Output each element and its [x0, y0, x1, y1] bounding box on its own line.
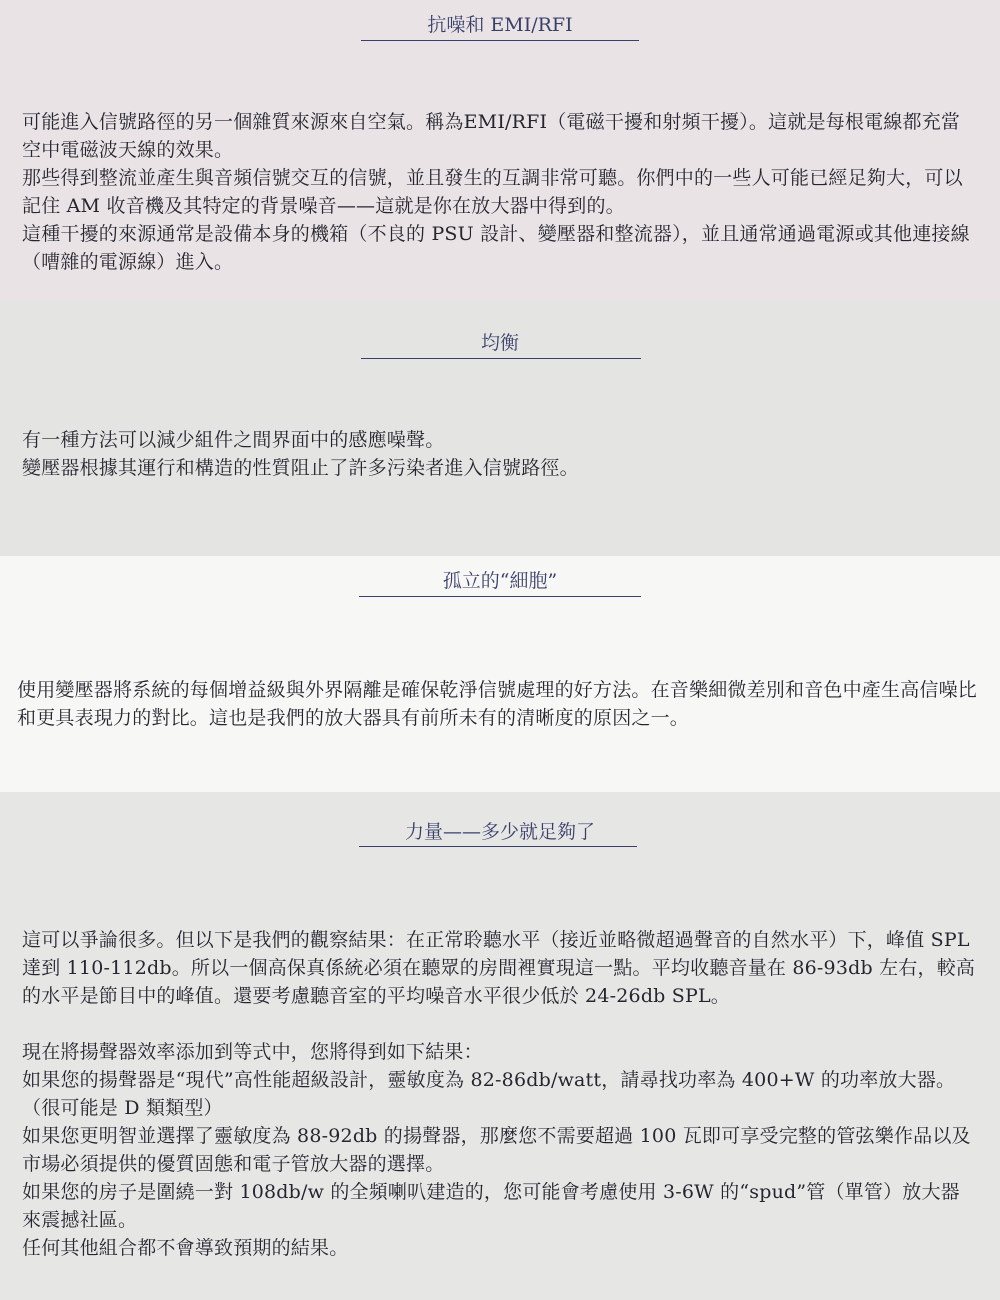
- heading-underline: [359, 596, 641, 597]
- paragraph: 有一種方法可以減少組件之間界面中的感應噪聲。: [22, 429, 445, 451]
- section-body: [22, 426, 978, 482]
- paragraph: 這種干擾的來源通常是設備本身的機箱（不良的 PSU 設計、變壓器和整流器），並且通常通過電源或其他連接線（嘈雜的電源線）進入。: [22, 223, 970, 273]
- paragraph: 使用變壓器將系統的每個增益級與外界隔離是確保乾淨信號處理的好方法。在音樂細微差別和音色中產生高信噪比和更具表現力的對比。這也是我們的放大器具有前所未有的清晰度的原因之一。: [17, 679, 978, 729]
- heading-underline: [361, 40, 639, 41]
- paragraph: 那些得到整流並產生與音頻信號交互的信號，並且發生的互調非常可聽。你們中的一些人可能已經足夠大，可以記住 AM 收音機及其特定的背景噪音——這就是你在放大器中得到的。: [22, 167, 963, 217]
- heading-underline: [359, 846, 637, 847]
- section-emi-rfi: [0, 0, 1000, 300]
- section-balance: [0, 300, 1000, 556]
- paragraph: 可能進入信號路徑的另一個雜質來源來自空氣。稱為EMI/RFI（電磁干擾和射頻干擾）。這就是每根電線都充當空中電磁波天線的效果。: [22, 111, 961, 161]
- paragraph: 任何其他組合都不會導致預期的結果。: [22, 1237, 349, 1259]
- paragraph: 這可以爭論很多。但以下是我們的觀察結果：在正常聆聽水平（接近並略微超過聲音的自然水平）下，峰值 SPL 達到 110-112db。所以一個高保真係統必須在聽眾的房間裡實現這一點。平均收聽音量在 86-93db 左右，較高的水平是節目中的峰值。還要考慮聽音室的平均噪音水平很少低於 24-26db SPL。: [22, 929, 976, 1007]
- paragraph: 如果您的揚聲器是“現代”高性能超級設計，靈敏度為 82-86db/watt，請尋找功率為 400+W 的功率放大器。（很可能是 D 類類型）: [22, 1069, 956, 1119]
- paragraph: 如果您更明智並選擇了靈敏度為 88-92db 的揚聲器，那麼您不需要超過 100 瓦即可享受完整的管弦樂作品以及市場必須提供的優質固態和電子管放大器的選擇。: [22, 1125, 971, 1175]
- paragraph: 變壓器根據其運行和構造的性質阻止了許多污染者進入信號路徑。: [22, 457, 579, 479]
- section-heading: 抗噪和 EMI/RFI: [427, 14, 573, 36]
- section-body: [17, 676, 983, 732]
- heading-underline: [361, 358, 641, 359]
- section-power: [0, 792, 1000, 1300]
- section-body: [22, 108, 978, 276]
- paragraph: 如果您的房子是圍繞一對 108db/w 的全頻喇叭建造的，您可能會考慮使用 3-6W 的“spud”管（單管）放大器來震撼社區。: [22, 1181, 960, 1231]
- section-heading: 孤立的“細胞”: [442, 570, 558, 592]
- section-heading: 均衡: [480, 332, 519, 354]
- section-body: [22, 926, 978, 1262]
- section-isolated-cells: [0, 556, 1000, 792]
- section-heading: 力量——多少就足夠了: [404, 821, 595, 843]
- paragraph: 現在將揚聲器效率添加到等式中，您將得到如下結果：: [22, 1041, 483, 1063]
